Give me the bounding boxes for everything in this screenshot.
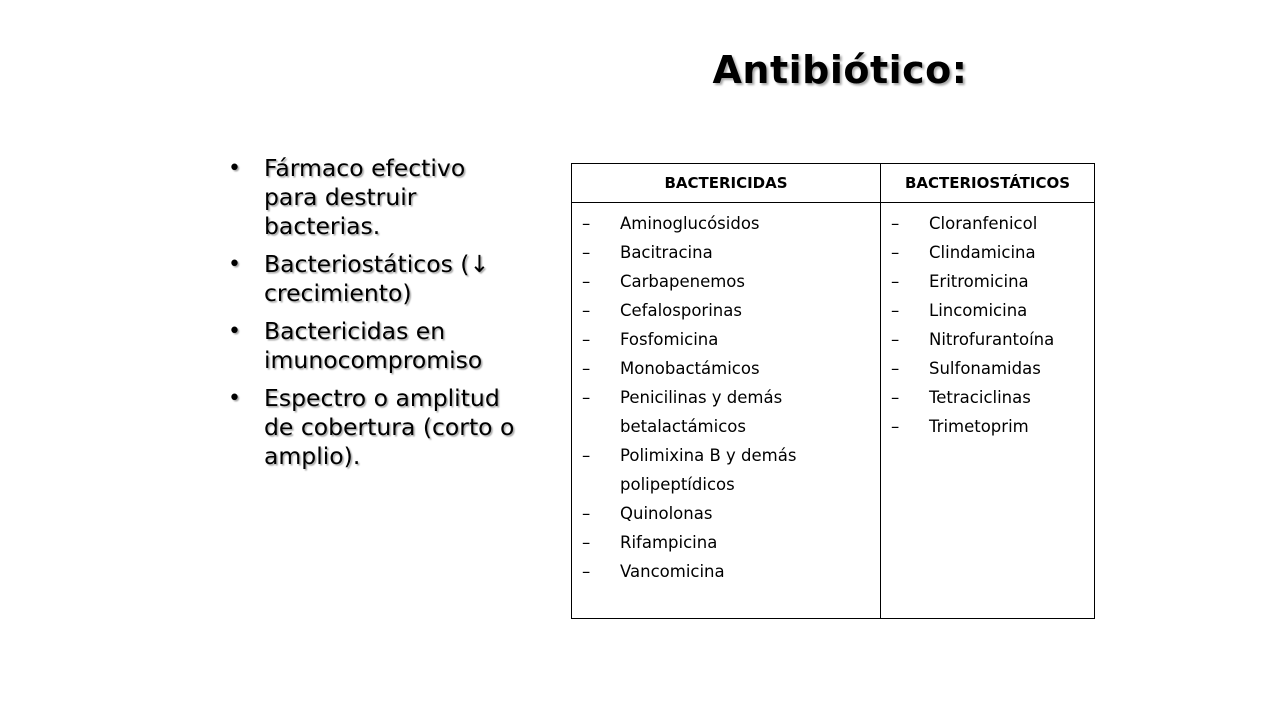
bullet-item xyxy=(222,384,522,471)
dash-bullet-icon: – xyxy=(582,214,591,233)
slide-title: Antibiótico: xyxy=(712,48,968,92)
dash-bullet-icon: – xyxy=(891,417,900,436)
drug-name: Cloranfenicol xyxy=(929,214,1038,233)
drug-name: Monobactámicos xyxy=(620,359,760,378)
drug-list-item xyxy=(578,296,876,325)
dash-bullet-icon: – xyxy=(582,388,591,407)
dash-bullet-icon: – xyxy=(582,243,591,262)
definition-bullet-list xyxy=(222,154,522,480)
drug-name: Nitrofurantoína xyxy=(929,330,1055,349)
drug-name: Trimetoprim xyxy=(929,417,1029,436)
dash-bullet-icon: – xyxy=(582,272,591,291)
bullet-dot-icon: • xyxy=(228,386,241,411)
drug-list-item xyxy=(578,238,876,267)
drug-list-item xyxy=(887,296,1090,325)
bullet-item xyxy=(222,317,522,375)
drug-name: Polimixina B y demás polipeptídicos xyxy=(620,446,797,494)
drug-name: Tetraciclinas xyxy=(929,388,1031,407)
drug-list-item xyxy=(578,528,876,557)
antibiotic-classification-table xyxy=(571,163,1095,619)
dash-bullet-icon: – xyxy=(582,301,591,320)
dash-bullet-icon: – xyxy=(891,388,900,407)
dash-bullet-icon: – xyxy=(582,562,591,581)
table-body-row xyxy=(572,203,1095,619)
drug-name: Clindamicina xyxy=(929,243,1036,262)
drug-list-item xyxy=(887,354,1090,383)
dash-bullet-icon: – xyxy=(891,301,900,320)
drug-name: Carbapenemos xyxy=(620,272,745,291)
drug-name: Sulfonamidas xyxy=(929,359,1041,378)
bullet-text: Fármaco efectivo para destruir bacterias. xyxy=(264,154,466,240)
bactericidas-cell xyxy=(572,203,881,619)
dash-bullet-icon: – xyxy=(582,533,591,552)
drug-list-item xyxy=(578,557,876,586)
drug-name: Rifampicina xyxy=(620,533,718,552)
bullet-dot-icon: • xyxy=(228,156,241,181)
drug-list-item xyxy=(578,441,876,499)
drug-list-item xyxy=(578,354,876,383)
drug-name: Eritromicina xyxy=(929,272,1029,291)
drug-name: Vancomicina xyxy=(620,562,725,581)
drug-list-item xyxy=(887,383,1090,412)
drug-list-item xyxy=(887,238,1090,267)
dash-bullet-icon: – xyxy=(891,272,900,291)
bullet-text: Espectro o amplitud de cobertura (corto o amplio). xyxy=(264,384,515,470)
drug-list-item xyxy=(887,209,1090,238)
drug-list-item xyxy=(578,267,876,296)
drug-list-item xyxy=(578,499,876,528)
dash-bullet-icon: – xyxy=(891,359,900,378)
drug-list-item xyxy=(578,383,876,441)
drug-name: Quinolonas xyxy=(620,504,713,523)
dash-bullet-icon: – xyxy=(582,330,591,349)
drug-name: Penicilinas y demás betalactámicos xyxy=(620,388,783,436)
header-bacteriostaticos: BACTERIOSTÁTICOS xyxy=(881,164,1095,203)
drug-name: Cefalosporinas xyxy=(620,301,742,320)
drug-list-item xyxy=(578,325,876,354)
bacteriostaticos-list xyxy=(887,209,1090,441)
bullet-item xyxy=(222,154,522,241)
bullet-dot-icon: • xyxy=(228,252,241,277)
dash-bullet-icon: – xyxy=(582,504,591,523)
drug-name: Aminoglucósidos xyxy=(620,214,760,233)
bullet-item xyxy=(222,250,522,308)
bullet-text: Bacteriostáticos (↓ crecimiento) xyxy=(264,250,490,307)
table-header-row xyxy=(572,164,1095,203)
bullet-dot-icon: • xyxy=(228,319,241,344)
drug-list-item xyxy=(578,209,876,238)
bacteriostaticos-cell xyxy=(881,203,1095,619)
drug-name: Lincomicina xyxy=(929,301,1028,320)
dash-bullet-icon: – xyxy=(582,359,591,378)
drug-list-item xyxy=(887,267,1090,296)
header-bactericidas: BACTERICIDAS xyxy=(572,164,881,203)
dash-bullet-icon: – xyxy=(891,330,900,349)
drug-list-item xyxy=(887,412,1090,441)
bactericidas-list xyxy=(578,209,876,586)
dash-bullet-icon: – xyxy=(891,214,900,233)
dash-bullet-icon: – xyxy=(582,446,591,465)
drug-list-item xyxy=(887,325,1090,354)
drug-name: Bacitracina xyxy=(620,243,713,262)
drug-name: Fosfomicina xyxy=(620,330,719,349)
bullet-text: Bactericidas en imunocompromiso xyxy=(264,317,483,374)
dash-bullet-icon: – xyxy=(891,243,900,262)
